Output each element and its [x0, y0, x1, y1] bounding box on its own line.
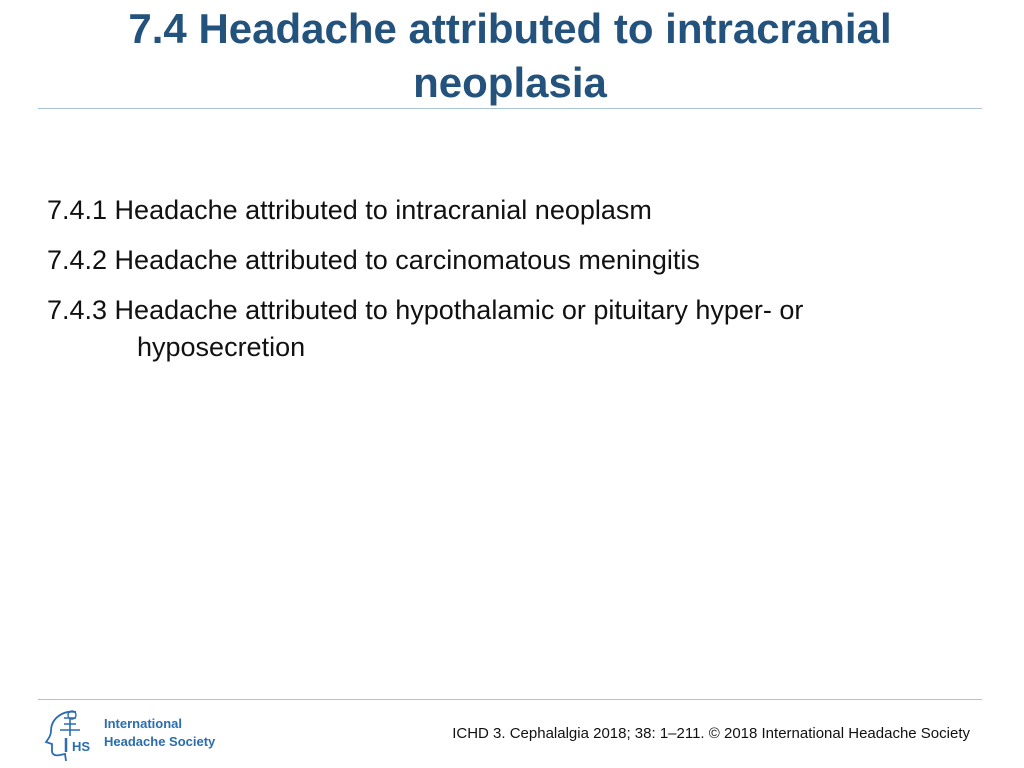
ihs-logo	[40, 708, 230, 762]
footer-divider	[38, 699, 982, 700]
slide-title: 7.4 Headache attributed to intracranial neoplasia	[128, 5, 892, 106]
logo-wordmark	[104, 715, 215, 751]
logo-line-1: International	[104, 716, 183, 731]
list-item: 7.4.1 Headache attributed to intracranial neoplasm	[47, 195, 652, 225]
title-divider	[38, 108, 982, 109]
svg-text:HS: HS	[72, 739, 91, 754]
citation: ICHD 3. Cephalalgia 2018; 38: 1–211. © 2018 International Headache Society	[452, 725, 970, 742]
subtype-list	[47, 192, 977, 379]
ihs-head-profile-logo-icon	[42, 708, 100, 762]
list-item: 7.4.2 Headache attributed to carcinomatous meningitis	[47, 245, 700, 275]
logo-line-2: Headache Society	[104, 734, 216, 749]
list-item: 7.4.3 Headache attributed to hypothalamic or pituitary hyper- or hyposecretion	[47, 295, 804, 362]
